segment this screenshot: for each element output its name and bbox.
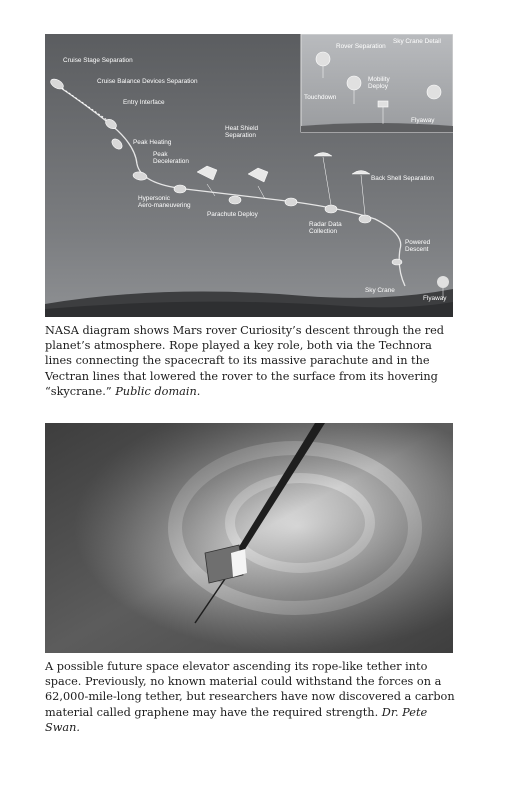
label-mobility-2: Deploy — [368, 83, 388, 90]
label-heat-shield-2: Separation — [225, 132, 256, 139]
caption-space-elevator — [45, 659, 461, 735]
descent-diagram-graphic — [45, 34, 453, 317]
caption-mars-descent — [45, 323, 461, 399]
label-peak-decel-1: Peak — [153, 151, 168, 158]
label-sky-crane: Sky Crane — [365, 287, 395, 294]
label-flyaway-inset: Flyaway — [411, 117, 435, 124]
caption-space-elevator-credit: Dr. Pete Swan. — [45, 705, 428, 734]
label-radar-2: Collection — [309, 228, 338, 235]
space-elevator-photo — [45, 423, 453, 653]
space-elevator-graphic — [45, 423, 453, 653]
label-back-shell: Back Shell Separation — [371, 175, 434, 182]
label-flyaway-main: Flyaway — [423, 295, 447, 302]
label-hypersonic-1: Hypersonic — [138, 195, 170, 202]
caption-mars-descent-credit: Public domain. — [115, 384, 201, 398]
label-peak-heating: Peak Heating — [133, 139, 172, 146]
label-heat-shield-1: Heat Shield — [225, 125, 259, 132]
label-peak-decel-2: Deceleration — [153, 158, 189, 165]
label-parachute-deploy: Parachute Deploy — [207, 211, 258, 218]
label-entry-interface: Entry Interface — [123, 99, 165, 106]
label-hypersonic-2: Aero-maneuvering — [138, 202, 191, 209]
label-mobility-1: Mobility — [368, 76, 390, 83]
label-rover-separation: Rover Separation — [336, 43, 386, 50]
label-cruise-stage-separation: Cruise Stage Separation — [63, 57, 133, 64]
caption-space-elevator-text: A possible future space elevator ascending its rope-like tether into space. Previously, no known material could withstand the forces on a 62,000-mile-long tether, but researchers have now discovered a carbon material called graphene may have the required strength. — [45, 660, 455, 719]
label-cruise-balance: Cruise Balance Devices Separation — [97, 78, 198, 85]
caption-mars-descent-text: NASA diagram shows Mars rover Curiosity’s descent through the red planet’s atmosphere. Rope played a key role, both via the Technora lines connecting the spacecraft to its massive parachute and in the Vectran lines that lowered the rover to the surface from its hovering “skycrane.” — [45, 324, 445, 398]
label-powered-1: Powered — [405, 239, 431, 246]
label-powered-2: Descent — [405, 246, 429, 253]
label-radar-1: Radar Data — [309, 221, 342, 228]
inset-title: Sky Crane Detail — [393, 38, 441, 45]
mars-descent-diagram — [45, 34, 453, 317]
label-touchdown: Touchdown — [304, 94, 337, 101]
